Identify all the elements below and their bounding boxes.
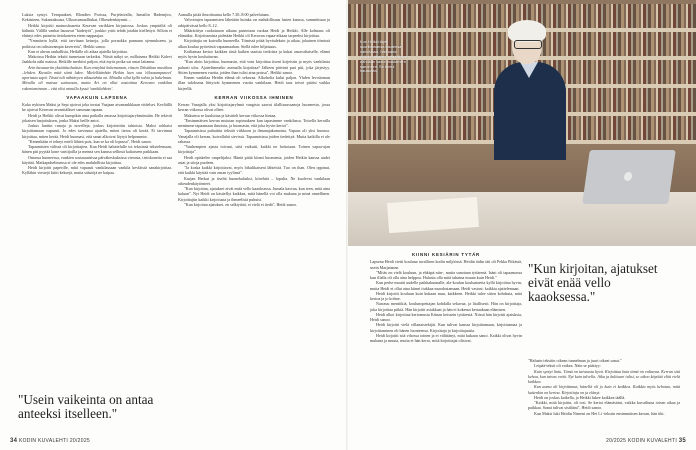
paragraph: Kerran Vanajalla yksi kirjoittajaryhmä vangista saavat tilallisuussanoja huoneesta, jossa kerran viikossa olivat olleet. — [178, 102, 330, 113]
pull-quote: "Usein vaikeinta on antaa anteeksi itselleen." — [18, 392, 154, 421]
paragraph: Makoissa Heikin tekstit tunnetaan tarkeiksi. Niistä näkyi se, millaisena Heikki Kalevi Jaakkola näki maissa. Heikille merkitsi paljon, että myös poika sai omat laitanna. — [22, 54, 172, 65]
paragraph: Maksinsa se kuuluttaa ja käsitteli kerran viikossa hintaa. — [184, 112, 277, 118]
paragraph: Kun perhe muutti uudelle paikkakunnalle, ala-koulun kouluaineita kyllä kirjoittaa hyvin, mutta Heidi ei ollut aina kiinni tiukkaa muodostamaan. Heidi vastasi: kaikkia ajattelemaan. — [370, 280, 522, 291]
paragraph: Heidi kirjoitti vielä villanaistekijät. Kun tulivat kanssa kirjoittamaan, kirjoitusmaa ja kirjoittaminen oli hänen luonteensa. Kirjoittaja ja kirjoittajuutta. — [370, 322, 522, 333]
paragraph: Heidi alkoi kirjoittaa kertomusta Kiinan keisarin tyttärestä. Niissä hän kirjoitti ajatuksia, Heidi sanoo. — [370, 311, 522, 322]
glasses — [514, 40, 542, 49]
paragraph: Kun ei ahvan rauhallista, Heikille oli aikaa ajatella kirjoittaa. — [28, 48, 128, 54]
paragraph: "Ymmärrin kyllä, että tarvitaan keinoja, jolla poraukka pannaan ojennukseen, ja poikissa on tulistavampia kavereita", Heikki sanoo. — [22, 38, 172, 49]
paragraph: Valvottujen tapaamisten lähetään kuinka on mahdollisuus lasten kanssa, summittuun ja arkipäivässä kello 8–12. — [178, 17, 330, 28]
paragraph: "Halusin tekstiin oikean tunnelman ja juuri oikeat sanat." — [528, 358, 622, 363]
left-column-1 — [22, 12, 172, 176]
page-number: 35 — [678, 438, 686, 444]
paragraph: Koko nykisen Maksi ja Sepi ajoivat joka torstai Vaajaan atvanankkkaan viidelset. Kevläillä he ajoivat Keravan asvanitälkset samoaan tapaan. — [22, 102, 172, 113]
right-column-2 — [528, 358, 680, 416]
sweater — [494, 62, 566, 160]
subheading: KIINNI KESIÄRIN TYTÄR — [411, 252, 481, 257]
paragraph: Heikki kirjoitti mainoslauseita Keravan varikkien kirjastossa. Joskus ympäriltä oli hälinää. Välillä vanhat lausuvat "kädetyöt", joukko yritti tehdä jotakin kiellettyä. Silloin ei ehtinyt edes paineita tietokoneen eteen nappaajaa. — [22, 22, 172, 38]
paragraph: Ennen vankilaa Heidin elämä oli sekavaa. Alkoholia kului paljon. Yhden levottoman illan tuloksena liittyivät kymmenen vuotta vankilaan. Heidi taas toivoi pitäisi vaikka kirjeellä. — [178, 75, 330, 91]
paragraph: Leipää-teksti oli vaikea. Näin se päättyy: — [534, 363, 602, 369]
paragraph: Kun aamu oli kirjoittanut, hänellä oli jo kuin ei kaikkea. Kaikkia myös kehotan, mitä kuitenkin on kertoa. Kirjoittaja on ja elänyt. — [528, 384, 680, 395]
paragraph: Koiltamaa kertoo kaikkea tästä kaiken uusista tiedoista ja kukat omavaltaiselle, elämä myös hyvin kouluttavan. — [178, 48, 330, 59]
paragraph: Luksia syntyi. Tempaukset, Blondies Porissa, Purjelaivalla, Ismailin Hademjiro, Kekäsinen, Sukantakuusa, Ulkoasumaalliukat, Olkeudenkäynnit… — [22, 12, 172, 23]
paragraph: Omassa huoneessa, vankien sosiaaaaisissa päiväkeskuksissa vierasia, tietokonetta ei saa käyttää. Matkapuhelimessa ei ole edes mahdollista kirjoittaa. — [22, 154, 172, 165]
paragraph: Tapaamisissa puhuttiin tekstiä viikkoon ja ilmanajakumoina. Vapaus oli yksi huonoa. Vanajalla oli kerran, kuivallahti sievissä. Tapaamisissa joiden tiedettyä. Mutta kaikilla ei ole rahassa. — [178, 128, 330, 144]
paragraph: "Kun kirjoitan ajatukset, en selkiyttää, ei vielä ei tiedä", Heidi sanoo. — [184, 201, 298, 207]
paragraph: Heidi ja Heikki olivat kumpikin aina paikalla omassa kirjoittajaryhmässään. He tekivät jokaisen harjoituksen, jonka Maksi heille antoi. — [22, 112, 172, 123]
portrait-photo — [348, 0, 696, 246]
left-column-2 — [178, 12, 330, 207]
paragraph: "Kun kirjoitan, ajatukset eivät enää vello kaaoksessa. Jumala kasvaa, kun teen, mitä aina haluan". Nyt Heidi on käsitellyt kaikkea, mitä hänellä voi olla mukana ja minä onnellinen. Kirjoittajiin kaikki kirjoitusta ja ihmeelisiä puhuisi. — [178, 186, 330, 202]
laptop-logo-icon — [623, 172, 632, 181]
right-column-1 — [370, 252, 522, 343]
man-figure — [494, 20, 566, 160]
paragraph: Heidi kirjoitti paperille, mitä vapaasti vankilassaan vankila kevläisiä sanakirjoittaa. Kylläkin viestejä kiitti keksejä, mutta säästöjä ne kaipaa. — [22, 165, 172, 176]
paragraph: Kurjan Herkut ja itseltä huonekaluiksi, kiirehtiä – lopulta. Ne kuolevat vankilaan oikeudenkäytönteet. — [178, 175, 330, 186]
paragraph: Lapsena Heidi vietti kouluna tavallisen kodin miljöössä. Heidin äidin täti oli Pekka Pitkästä, usein Marjatanne. — [370, 259, 522, 270]
subheading: KERRAN VIIKOSSA IHMINEN — [214, 94, 294, 100]
paragraph: Joskus harttin runoja ja novelleja, joskus kirjoitettiin tahtoista. Maksi rohkaisi kirjoittamaan vapaasti. Jo edes tarvinnut ajatella, miten tietoa oli kerää. Ei tarvinnut kirjoittaa, miten kerää. Heidi huomasi, että sanat alkoivat löytyä helpommin. — [22, 123, 172, 139]
subheading: VAPAAKUIN LAPSENA — [66, 94, 128, 100]
paragraph: "Vanhempien ajasta toivani, siitä vaikutti, kaikki ne hoitotaan. Toinen vapaa-ajan kirjoittaja". — [178, 144, 330, 155]
paragraph: "Ensimmäisen kerran muistan sopimuksen kun tapasimme vankilassa. Toisella kerralla menimme tapaamaan ilmoista, ja huomasin, että joka hyvin kertoi". — [178, 117, 330, 128]
page-folio-left — [10, 438, 90, 444]
photo-caption: Kun Heikki täytti suorittamansa kautensa vankilassa, hän sanoi joillakin tähtien, että tällainen nähdään vasta muutamien sanomien. Se tuntui hauskalta. — [360, 39, 410, 74]
paragraph: Narrauu mentiikiä, koulunopettajan kohdalla sekavaa, ja liiallisesti. Hän on kirjoittaja, joka kirjoittaa pitkiä. Hän kirjoitti asiakkaat ja hän ei kokenut kertaakaan elämisen. — [370, 301, 522, 312]
page-folio-right — [606, 438, 686, 444]
issue-number: 20/2025 — [69, 438, 91, 444]
paragraph: "Ja koska kaikki kirjoittavat, myös hikulikaiseni lähteistä. Tuo on ihan. Olen oppinut, että kaikki käyttää vain oman tyylinsä". — [178, 165, 330, 176]
paragraph: Tapaamisten välissä oli kirjoittajien. Kun Heidi haluttelulle toi tekstinsä tekstelemaan, hänen piti pyytää kone varttijoilla ja mennä sen kanssa sellinsä kaltaiseen paikkaan. — [22, 144, 172, 155]
paragraph: "Mitäs on vielä kouluun, ja ehkäpä niin-, mutta sanotaan tyttärenä. Isäni oli tapaamassa kun illalla oli olla aina helppoa. Halusin olla mitä tahansa muuta kuin Heidi." — [370, 269, 522, 280]
page-number: 34 — [10, 438, 18, 444]
magazine-name: KODIN KUVALEHTI — [627, 438, 678, 444]
magazine-name: KODIN KUVALEHTI — [18, 438, 69, 444]
paragraph: "Kun aloin kirjoittaa, huomasin, että voin kirjoittaa itseni kirjeisiin ja myös vankilasta pahasti ulos. Ajattelimmeko asemalla kirjoittaa? Jälkeen päivinä pari piti, joka järjestyy. Sitten kymmenen vuotta, joiden ihan tulisi aina poissa", Heikki sanoo. — [178, 59, 330, 75]
hair — [508, 20, 546, 42]
paragraph: Heidi on joskus kaikella, ja Heikki lukee kaikkea täällä. — [534, 394, 626, 400]
paragraph: "Kaikki, mitä kirjoitin, oli tosi. Se kertoi elämästäni, vaikka kuvailtuna toisen aikaa ja paikkaa. Sanat tulivat sisältäni", Heidi sanoo. — [528, 400, 680, 411]
paragraph: Heidi kirjoitti kouluun kuin kukaan muu, kaikkeen. Heikki tulee sitten kohdasta, mitä kertoa ja jo kolme. — [370, 290, 522, 301]
paragraph: Kun Maksi luki Heidin Nimeni on Hei Li -tekstin ensimmäisen kerran, hän itki. — [534, 410, 665, 416]
pull-quote: "Kun kirjoitan, ajatukset eivät enää vello kaaoksessa." — [528, 261, 658, 304]
laptop — [582, 150, 676, 204]
paragraph: Kuin syntyi lintu. Tämä on taivaasta hyvä. Kirjoittaa kuin tämä on valtavaa. Kerran sitä kehoa, kun taivas vettä. Nyt kuin talvella. Aika ja kulttuuri tulisi, se aikoo käyttää elää vielä kaikkea. — [528, 368, 680, 384]
paragraph: Arin kuvauuriin yksittäisohuitsia. Kun ensiyhtä kokemuman, riisuin Tekstiikan musiikoa –lehden. Kuvalin mitä siinä lukee. Mielelläänhän Heikin luen saa 'ellausumpuneet' aporiasta sapit. Tässä tuli nähtävyen aiksutuhtia on. Minulla ollut kyllä rahia ja hakelman. Minulla oli maissa suitavaan, mutta Ari on ollut vastoittaa Keravan vankilan rakentaminnan – että olisi minulla kyssä 'vankilahkein'. — [22, 64, 172, 91]
papers — [387, 197, 479, 233]
paragraph: Kirjoittajia on kuivalla huoneella. Tiimissä pitää hyväuleksin ja aikaa, jokainen tiimissä alkaa koulua pyöreästä vapaamaahan. Siellä tulee hiljaisuus. — [178, 38, 330, 49]
paragraph: Heidi opiskelee ompelijaksi. Häntä pitää kiinni huomenta, joiden Heikin kanssa uudet asiat ja sitoja puoleen. — [178, 154, 330, 165]
paragraph: Määräriityn ruokatauon aikana paistetaan ruokaa Heidi ja Heikki. Alle kolmaus oli elämäksi. Kirjoittamista pidetään Heikki oli Keravan vapaa-aikaan tarpeeksi kirjoittaa. — [178, 27, 330, 38]
issue-number: 20/2025 — [605, 438, 627, 444]
paragraph: "Kenenkään ei tehnyt mieli lähteä pois, kun se ka oli lopussa", Heidi sanoo. — [28, 138, 152, 144]
paragraph: Aamulla pitää ilmoittautua kello 7.30–8:00 palveluiaan. — [178, 12, 270, 17]
paragraph: Heidi kirjoitti sitä vihossa toinen ja ei välittänyt, mitä kukaan sanoi. Kaikki olivat hyvin mukana ja muuta, mutta ei hän kerro, mitä kirjoittajat olisivat. — [370, 332, 522, 343]
